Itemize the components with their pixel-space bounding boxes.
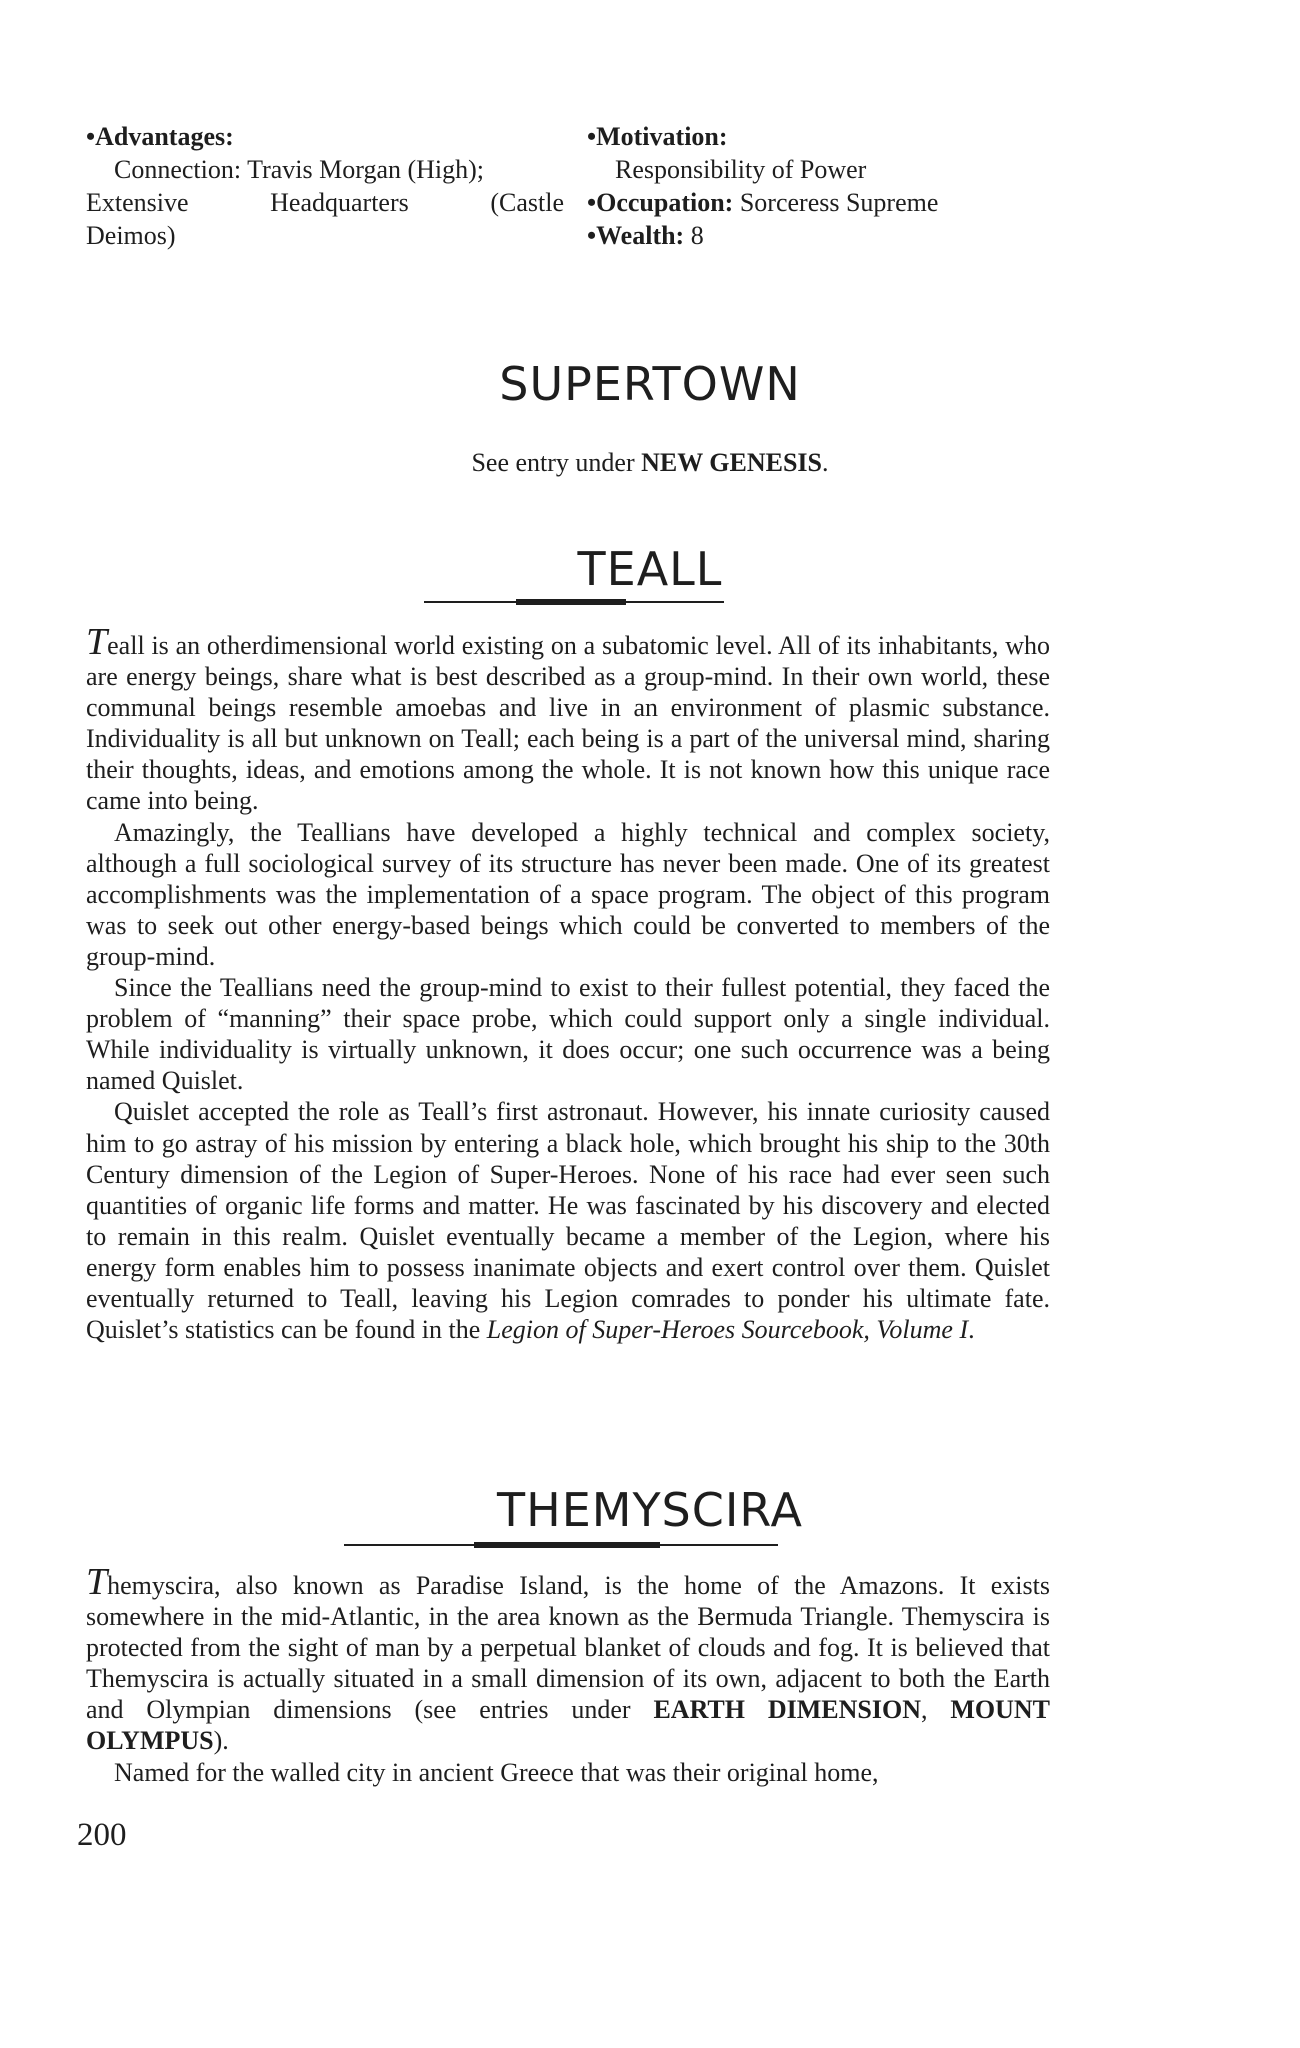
stats-right-column <box>587 120 1047 252</box>
teall-heading-rule <box>424 599 724 605</box>
bullet-icon: • <box>86 122 96 151</box>
reference-mount-olympus: MOUNT OLYMPUS <box>86 1695 1051 1756</box>
teall-paragraph-2: Amazingly, the Teallians have developed a highly technical and complex society, although a full sociological survey of its structure has never been made. One of its greatest accomplishments was the implementation of a space program. The object of this program was to seek out other energy-based beings which could be converted to members of the group-mind. <box>86 817 1050 971</box>
supertown-heading: SUPERTOWN <box>499 357 801 411</box>
teall-heading: TEALL <box>577 542 723 596</box>
teall-paragraph-4: Quislet accepted the role as Teall’s first astronaut. However, his innate curiosity caused him to go astray of his mission by entering a black hole, which brought his ship to the 30th Century dimension of the Legion of Super-Heroes. None of his race had ever seen such quantities of organic life forms and matter. He was fascinated by his discovery and elected to remain in this realm. Quislet eventually became a member of the Legion, where his energy form enables him to possess inanimate objects and exert control over them. Quislet eventually returned to Teall, leaving his Legion comrades to ponder his ultimate fate. Quislet’s statistics can be found in the Legion of Super-Heroes Sourcebook, Volume I. <box>86 1097 1050 1345</box>
teall-paragraph-3: Since the Teallians need the group-mind to exist to their fullest potential, they faced the problem of “manning” their space probe, which could support only a single individual. While individuality is virtually unknown, it does occur; one such occurrence was a being named Quislet. <box>86 973 1050 1096</box>
advantages-line-2: Extensive Headquarters (Castle <box>86 188 564 217</box>
drop-cap: T <box>86 1561 108 1603</box>
wealth-label: Wealth: <box>596 221 685 250</box>
themyscira-heading-rule <box>344 1542 778 1548</box>
see-entry-target: NEW GENESIS <box>641 448 823 477</box>
drop-cap: T <box>86 621 108 663</box>
occupation-label: Occupation: <box>596 188 734 217</box>
motivation-label: Motivation: <box>596 122 728 151</box>
teall-paragraph-1: Teall is an otherdimensional world existing on a subatomic level. All of its inhabitants, who are energy beings, share what is best described as a group-mind. In their own world, these communal beings resemble amoebas and live in an environment of plasmic substance. Individuality is all but unknown on Teall; each being is a part of the universal mind, sharing their thoughts, ideas, and emotions among the whole. It is not known how this unique race came into being. <box>86 621 1050 816</box>
wealth-value: 8 <box>690 221 704 250</box>
advantages-label: Advantages: <box>95 122 234 151</box>
occupation-line <box>587 186 1047 219</box>
sourcebook-title: Legion of Super-Heroes Sourcebook, Volume I <box>486 1315 969 1345</box>
reference-earth-dimension: EARTH DIMENSION <box>653 1695 921 1725</box>
page-number: 200 <box>77 1817 127 1853</box>
bullet-icon: • <box>587 122 597 151</box>
wealth-line <box>587 219 1047 252</box>
themyscira-heading: THEMYSCIRA <box>497 1483 803 1537</box>
advantages-line-3: Deimos) <box>86 221 176 250</box>
see-entry-suffix: . <box>822 448 829 477</box>
occupation-value: Sorceress Supreme <box>739 188 939 217</box>
themyscira-paragraph-2: Named for the walled city in ancient Greece that was their original home, <box>114 1757 879 1787</box>
stats-left-column <box>86 120 564 252</box>
bullet-icon: • <box>587 221 597 250</box>
supertown-see-entry <box>0 447 1300 479</box>
motivation-heading <box>587 120 1047 153</box>
see-entry-prefix: See entry under <box>471 448 635 477</box>
bullet-icon: • <box>587 188 597 217</box>
themyscira-paragraph-1: Themyscira, also known as Paradise Island, is the home of the Amazons. It exists somewhere in the mid-Atlantic, in the area known as the Bermuda Triangle. Themyscira is protected from the sight of man by a perpetual blanket of clouds and fog. It is believed that Themyscira is actually situated in a small dimension of its own, adjacent to both the Earth and Olympian dimensions (see entries under EARTH DIMENSION, MOUNT OLYMPUS). <box>86 1561 1051 1756</box>
teall-article <box>86 621 1050 1345</box>
motivation-value: Responsibility of Power <box>615 155 867 184</box>
themyscira-article <box>86 1561 1051 1788</box>
advantages-line-1: Connection: Travis Morgan (High); <box>114 155 485 184</box>
advantages-heading <box>86 120 564 153</box>
